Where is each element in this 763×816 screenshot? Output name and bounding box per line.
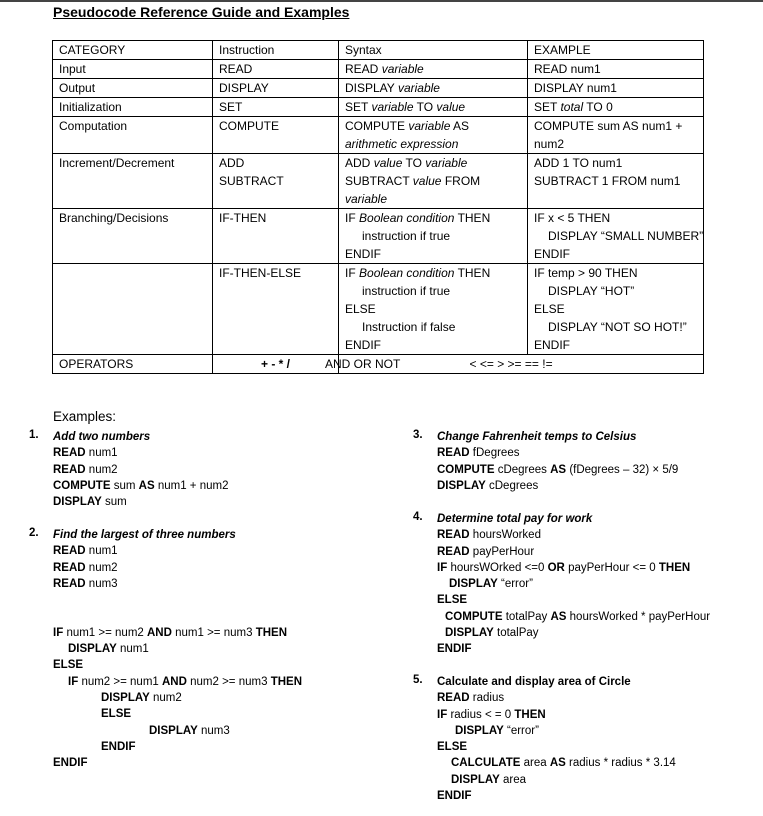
- code-line: IF num1 >= num2 AND num1 >= num3 THEN: [53, 626, 287, 639]
- table-row-operators: [53, 355, 704, 374]
- example-3: [437, 429, 678, 494]
- example-cell: DISPLAY num1: [528, 79, 704, 98]
- code-line: ENDIF: [53, 757, 88, 770]
- example-cell: SET total TO 0: [528, 98, 704, 117]
- instruction-cell: ADD SUBTRACT: [213, 154, 339, 209]
- code-line: DISPLAY cDegrees: [437, 479, 539, 492]
- table-row-if-then-else: [53, 264, 704, 355]
- category-cell: Output: [53, 79, 213, 98]
- code-line: READ num2: [53, 463, 118, 476]
- example-1-title: Add two numbers: [53, 431, 151, 443]
- example-2-title: Find the largest of three numbers: [53, 529, 236, 541]
- category-cell: Increment/Decrement: [53, 154, 213, 209]
- table-row-computation: [53, 117, 704, 154]
- example-5-title: Calculate and display area of Circle: [437, 676, 631, 688]
- table-header-row: [53, 41, 704, 60]
- code-line: READ hoursWorked: [437, 529, 541, 542]
- category-cell: Branching/Decisions: [53, 209, 213, 264]
- instruction-cell: COMPUTE: [213, 117, 339, 154]
- example-cell: READ num1: [528, 60, 704, 79]
- example-1-number: 1.: [29, 429, 39, 441]
- code-line: READ fDegrees: [437, 447, 520, 460]
- syntax-cell: COMPUTE variable AS arithmetic expression: [339, 117, 528, 154]
- header-instruction: Instruction: [213, 41, 339, 60]
- code-line: COMPUTE cDegrees AS (fDegrees – 32) × 5/9: [437, 463, 679, 476]
- code-line: IF num2 >= num1 AND num2 >= num3 THEN: [68, 675, 302, 688]
- code-line: READ payPerHour: [437, 545, 535, 558]
- reference-table: [52, 40, 704, 374]
- code-line: IF radius < = 0 THEN: [437, 708, 546, 721]
- category-cell: [53, 264, 213, 355]
- example-5: [437, 674, 676, 804]
- example-5-number: 5.: [413, 674, 423, 686]
- code-line: ELSE: [101, 708, 132, 721]
- example-2-number: 2.: [29, 527, 39, 539]
- category-cell: Input: [53, 60, 213, 79]
- instruction-cell: SET: [213, 98, 339, 117]
- category-cell: Computation: [53, 117, 213, 154]
- code-line: DISPLAY area: [451, 773, 527, 786]
- code-line: DISPLAY totalPay: [445, 627, 539, 640]
- code-line: ENDIF: [101, 740, 136, 753]
- example-4: [437, 511, 710, 658]
- example-3-title: Change Fahrenheit temps to Celsius: [437, 431, 637, 443]
- logical-operators: AND OR NOT: [325, 355, 514, 374]
- page-title: Pseudocode Reference Guide and Examples: [53, 4, 350, 20]
- syntax-cell: READ variable: [339, 60, 528, 79]
- example-2: [53, 527, 302, 771]
- header-syntax: Syntax: [339, 41, 528, 60]
- code-line: ENDIF: [437, 643, 472, 656]
- example-cell: IF temp > 90 THEN DISPLAY “HOT” ELSE DISPLAY “NOT SO HOT!” ENDIF: [528, 264, 704, 355]
- instruction-cell: IF-THEN: [213, 209, 339, 264]
- header-example: EXAMPLE: [528, 41, 704, 60]
- example-cell: ADD 1 TO num1 SUBTRACT 1 FROM num1: [528, 154, 704, 209]
- code-line: READ radius: [437, 692, 505, 705]
- instruction-cell: READ: [213, 60, 339, 79]
- code-line: ENDIF: [437, 790, 472, 803]
- syntax-cell: ADD value TO variable SUBTRACT value FROM variable: [339, 154, 528, 209]
- arithmetic-operators: + - * /: [213, 355, 339, 374]
- example-1: [53, 429, 228, 510]
- syntax-cell: IF Boolean condition THEN instruction if true ELSE Instruction if false ENDIF: [339, 264, 528, 355]
- code-line: DISPLAY “error”: [449, 578, 533, 591]
- code-line: ELSE: [53, 659, 84, 672]
- category-cell: OPERATORS: [53, 355, 213, 374]
- example-cell: IF x < 5 THEN DISPLAY “SMALL NUMBER” ENDIF: [528, 209, 704, 264]
- table-row-initialization: [53, 98, 704, 117]
- example-4-title: Determine total pay for work: [437, 513, 593, 525]
- code-line: ELSE: [437, 594, 468, 607]
- example-3-number: 3.: [413, 429, 423, 441]
- code-line: COMPUTE totalPay AS hoursWorked * payPerHour: [445, 610, 711, 623]
- code-line: READ num3: [53, 577, 118, 590]
- example-4-number: 4.: [413, 511, 423, 523]
- syntax-cell: DISPLAY variable: [339, 79, 528, 98]
- relational-operators: < <= > >= == !=: [470, 355, 646, 374]
- syntax-cell: SET variable TO value: [339, 98, 528, 117]
- instruction-cell: IF-THEN-ELSE: [213, 264, 339, 355]
- top-border-line: [0, 0, 763, 2]
- header-category: CATEGORY: [53, 41, 213, 60]
- code-line: COMPUTE sum AS num1 + num2: [53, 479, 229, 492]
- examples-heading: Examples:: [53, 409, 117, 424]
- code-line: DISPLAY num1: [68, 643, 149, 656]
- table-row-increment-decrement: [53, 154, 704, 209]
- code-line: READ num1: [53, 447, 118, 460]
- code-line: DISPLAY sum: [53, 496, 127, 509]
- syntax-cell: IF Boolean condition THEN instruction if true ENDIF: [339, 209, 528, 264]
- code-line: DISPLAY num3: [149, 724, 230, 737]
- code-line: CALCULATE area AS radius * radius * 3.14: [451, 757, 676, 770]
- code-line: READ num2: [53, 561, 118, 574]
- example-cell: COMPUTE sum AS num1 + num2: [528, 117, 704, 154]
- instruction-cell: DISPLAY: [213, 79, 339, 98]
- code-line: READ num1: [53, 545, 118, 558]
- code-line: ELSE: [437, 741, 468, 754]
- table-row-input: [53, 60, 704, 79]
- code-line: IF hoursWOrked <=0 OR payPerHour <= 0 THEN: [437, 561, 691, 574]
- code-line: DISPLAY “error”: [455, 724, 539, 737]
- category-cell: Initialization: [53, 98, 213, 117]
- table-row-branching: [53, 209, 704, 264]
- table-row-output: [53, 79, 704, 98]
- code-line: DISPLAY num2: [101, 691, 182, 704]
